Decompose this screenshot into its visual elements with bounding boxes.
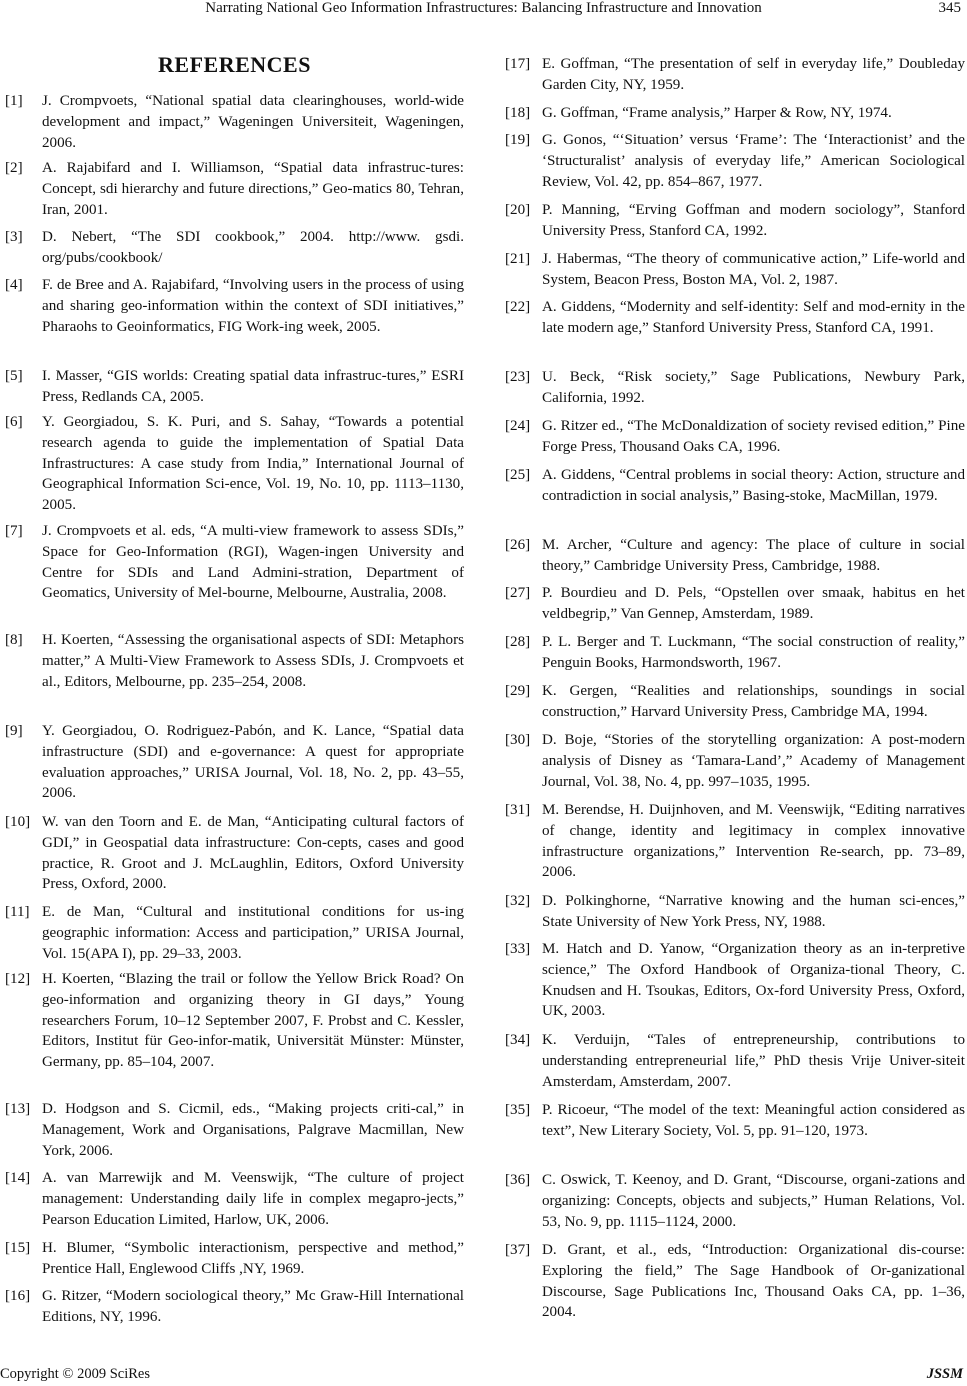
reference-text: K. Verduijn, “Tales of entrepreneurship, contributions to understanding entrepreneurial life,” PhD thesis Vrije Univer-siteit Amsterdam, Amsterdam, 2007. <box>542 1032 965 1090</box>
reference-number: [5] <box>5 368 23 384</box>
reference-text: P. Bourdieu and D. Pels, “Opstellen over smaak, habitus en het veldbegrip,” Van Gennep, Amsterdam, 1989. <box>542 585 965 622</box>
reference-number: [2] <box>5 160 23 176</box>
reference-number: [8] <box>5 632 23 648</box>
copyright-notice: Copyright © 2009 SciRes <box>0 1366 150 1382</box>
reference-number: [24] <box>505 418 531 434</box>
reference-text: C. Oswick, T. Keenoy, and D. Grant, “Discourse, organi-zations and organizing: Concepts, objects and subjects,” Human Relations, Vol. 53, No. 9, pp. 1115–1124, 2000. <box>542 1172 965 1230</box>
reference-number: [32] <box>505 893 531 909</box>
reference-number: [35] <box>505 1102 531 1118</box>
reference-item <box>505 367 965 409</box>
reference-text: G. Ritzer ed., “The McDonaldization of society revised edition,” Pine Forge Press, Thousand Oaks CA, 1996. <box>542 418 965 455</box>
section-title: REFERENCES <box>158 52 311 77</box>
reference-item <box>5 902 464 964</box>
reference-text: M. Hatch and D. Yanow, “Organization theory as an in-terpretive science,” The Oxford Handbook of Organiza-tional Theory, C. Knudsen and H. Tsoukas, Editors, Ox-ford University Press, Oxford, UK, 2003. <box>542 941 965 1020</box>
reference-text: M. Archer, “Culture and agency: The place of culture in social theory,” Cambridge University Press, Cambridge, 1988. <box>542 537 965 574</box>
reference-number: [23] <box>505 369 531 385</box>
reference-item <box>5 721 464 804</box>
journal-abbreviation: JSSM <box>926 1366 963 1382</box>
reference-number: [9] <box>5 723 23 739</box>
reference-number: [3] <box>5 229 23 245</box>
reference-item <box>505 1170 965 1232</box>
reference-item <box>5 366 464 408</box>
reference-text: D. Nebert, “The SDI cookbook,” 2004. http://www. gsdi. org/pubs/cookbook/ <box>42 229 464 266</box>
reference-text: H. Koerten, “Assessing the organisational aspects of SDI: Metaphors matter,” A Multi-View Framework to Assess SDIs, J. Crompvoets et al., Editors, Melbourne, pp. 235–254, 2008. <box>42 632 464 690</box>
reference-item <box>5 1286 464 1328</box>
reference-text: E. de Man, “Cultural and institutional conditions for us-ing geographic information: Access and participation,” URISA Journal, Vol. 15(APA I), pp. 29–33, 2003. <box>42 904 464 962</box>
reference-number: [27] <box>505 585 531 601</box>
reference-item <box>5 91 464 153</box>
reference-number: [16] <box>5 1288 31 1304</box>
page-number: 345 <box>938 0 961 16</box>
reference-item <box>505 939 965 1022</box>
reference-number: [10] <box>5 814 31 830</box>
reference-item <box>505 1100 965 1142</box>
reference-text: D. Polkinghorne, “Narrative knowing and the human sci-ences,” State University of New York Press, NY, 1988. <box>542 893 965 930</box>
reference-item <box>5 1168 464 1230</box>
reference-item <box>505 103 965 124</box>
reference-text: P. Ricoeur, “The model of the text: Meaningful action considered as text”, New Literary Society, Vol. 5, pp. 91–120, 1973. <box>542 1102 965 1139</box>
reference-text: E. Goffman, “The presentation of self in everyday life,” Doubleday Garden City, NY, 1959. <box>542 56 965 93</box>
reference-item <box>5 158 464 220</box>
reference-number: [33] <box>505 941 531 957</box>
reference-text: Y. Georgiadou, S. K. Puri, and S. Sahay, “Towards a potential research agenda to guide the implementation of Spatial Data Infrastructures: A case study from India,” International Journal of Geographical Information Sci-ence, Vol. 19, No. 10, pp. 1113–1130, 2005. <box>42 414 464 514</box>
reference-number: [36] <box>505 1172 531 1188</box>
reference-number: [1] <box>5 93 23 109</box>
reference-text: A. Giddens, “Modernity and self-identity: Self and mod-ernity in the late modern age,” Stanford University Press, Stanford CA, 1991. <box>542 299 965 336</box>
reference-text: G. Gonos, “‘Situation’ versus ‘Frame’: The ‘Interactionist’ and the ‘Structuralist’ analysis of everyday life,” American Sociological Review, Vol. 42, pp. 854–867, 1977. <box>542 132 965 190</box>
reference-item <box>505 730 965 792</box>
reference-item <box>505 681 965 723</box>
running-header <box>0 0 967 24</box>
reference-item <box>5 1099 464 1161</box>
reference-item <box>5 227 464 269</box>
reference-item <box>505 1240 965 1323</box>
reference-number: [20] <box>505 202 531 218</box>
reference-text: U. Beck, “Risk society,” Sage Publications, Newbury Park, California, 1992. <box>542 369 965 406</box>
reference-number: [30] <box>505 732 531 748</box>
reference-text: J. Habermas, “The theory of communicative action,” Life-world and System, Beacon Press, Boston MA, Vol. 2, 1987. <box>542 251 965 288</box>
reference-text: G. Ritzer, “Modern sociological theory,” Mc Graw-Hill International Editions, NY, 1996. <box>42 1288 464 1325</box>
reference-number: [14] <box>5 1170 31 1186</box>
reference-item <box>505 1030 965 1092</box>
reference-item <box>505 416 965 458</box>
reference-number: [4] <box>5 277 23 293</box>
reference-number: [12] <box>5 971 31 987</box>
reference-item <box>505 200 965 242</box>
reference-text: J. Crompvoets, “National spatial data clearinghouses, world-wide development and impact,” Wageningen Universiteit, Wageningen, 2006. <box>42 93 464 151</box>
reference-item <box>505 891 965 933</box>
reference-item <box>5 812 464 895</box>
reference-text: I. Masser, “GIS worlds: Creating spatial data infrastruc-tures,” ESRI Press, Redlands CA, 2005. <box>42 368 464 405</box>
reference-item <box>5 521 464 604</box>
reference-number: [31] <box>505 802 531 818</box>
reference-number: [15] <box>5 1240 31 1256</box>
reference-text: M. Berendse, H. Duijnhoven, and M. Veenswijk, “Editing narratives of change, identity and legitimacy in complex innovative infrastructure organizations,” Intervention Re-search, pp. 73–89, 2006. <box>542 802 965 881</box>
reference-item <box>505 535 965 577</box>
reference-text: K. Gergen, “Realities and relationships, soundings in social construction,” Harvard University Press, Cambridge MA, 1994. <box>542 683 965 720</box>
reference-text: W. van den Toorn and E. de Man, “Anticipating cultural factors of GDI,” in Geospatial data infrastructure: Con-cepts, cases and good practice, R. Groot and J. McLaughlin, Editors, Oxford University Press, Oxford, 2000. <box>42 814 464 893</box>
reference-text: F. de Bree and A. Rajabifard, “Involving users in the process of using and sharing geo-information within the context of SDI initiatives,” Pharaohs to Geoinformatics, FIG Work-ing week, 2005. <box>42 277 464 335</box>
running-title: Narrating National Geo Information Infrastructures: Balancing Infrastructure and Innovation <box>205 0 762 16</box>
reference-text: H. Koerten, “Blazing the trail or follow the Yellow Brick Road? On geo-information and organizing theory in GI days,” Young researchers Forum, 10–12 September 2007, F. Probst and C. Kessler, Editors, Institut für Geo-infor-matik, Universität Münster: Münster, Germany, pp. 85–104, 2007. <box>42 971 464 1071</box>
reference-number: [22] <box>505 299 531 315</box>
reference-text: D. Hodgson and S. Cicmil, eds., “Making projects criti-cal,” in Management, Work and Organisations, Palgrave Macmillan, New York, 2006. <box>42 1101 464 1159</box>
reference-number: [28] <box>505 634 531 650</box>
reference-item <box>5 412 464 516</box>
reference-number: [7] <box>5 523 23 539</box>
reference-item <box>5 275 464 337</box>
reference-number: [11] <box>5 904 30 920</box>
reference-number: [18] <box>505 105 531 121</box>
reference-item <box>5 1238 464 1280</box>
reference-text: A. van Marrewijk and M. Veenswijk, “The culture of project management: Understanding daily life in complex megapro-jects,” Pearson Education Limited, Harlow, UK, 2006. <box>42 1170 464 1228</box>
reference-item <box>505 800 965 883</box>
reference-item <box>505 465 965 507</box>
reference-text: P. Manning, “Erving Goffman and modern sociology”, Stanford University Press, Stanford CA, 1992. <box>542 202 965 239</box>
reference-number: [21] <box>505 251 531 267</box>
reference-text: A. Giddens, “Central problems in social theory: Action, structure and contradiction in social analysis,” Basing-stoke, MacMillan, 1979. <box>542 467 965 504</box>
reference-text: D. Grant, et al., eds, “Introduction: Organizational dis-course: Exploring the field,” The Sage Handbook of Or-ganizational Discourse, Sage Publications Inc, Thousand Oaks CA, pp. 1–36, 2004. <box>542 1242 965 1321</box>
reference-item <box>505 54 965 96</box>
reference-item <box>5 630 464 692</box>
reference-text: H. Blumer, “Symbolic interactionism, perspective and method,” Prentice Hall, Englewood Cliffs ,NY, 1969. <box>42 1240 464 1277</box>
reference-number: [17] <box>505 56 531 72</box>
reference-item <box>505 130 965 192</box>
reference-item <box>505 583 965 625</box>
reference-text: A. Rajabifard and I. Williamson, “Spatial data infrastruc-tures: Concept, sdi hierarchy and future directions,” Geo-matics 80, Tehran, Iran, 2001. <box>42 160 464 218</box>
reference-number: [26] <box>505 537 531 553</box>
page-footer <box>0 1366 967 1386</box>
reference-item <box>505 249 965 291</box>
reference-number: [6] <box>5 414 23 430</box>
reference-text: P. L. Berger and T. Luckmann, “The social construction of reality,” Penguin Books, Harmondsworth, 1967. <box>542 634 965 671</box>
reference-item <box>5 969 464 1073</box>
reference-number: [34] <box>505 1032 531 1048</box>
reference-text: G. Goffman, “Frame analysis,” Harper & Row, NY, 1974. <box>542 105 892 121</box>
reference-number: [13] <box>5 1101 31 1117</box>
reference-item <box>505 632 965 674</box>
reference-number: [29] <box>505 683 531 699</box>
reference-item <box>505 297 965 339</box>
reference-text: D. Boje, “Stories of the storytelling organization: A post-modern analysis of Disney as ‘Tamara-Land’,” Academy of Management Journal, Vol. 38, No. 4, pp. 997–1035, 1995. <box>542 732 965 790</box>
reference-number: [25] <box>505 467 531 483</box>
reference-text: J. Crompvoets et al. eds, “A multi-view framework to assess SDIs,” Space for Geo-Information (RGI), Wagen-ingen University and Centre for SDIs and Land Admini-stration, Department of Geomatics, University of Mel-bourne, Melbourne, Australia, 2008. <box>42 523 464 602</box>
reference-number: [37] <box>505 1242 531 1258</box>
reference-number: [19] <box>505 132 531 148</box>
reference-text: Y. Georgiadou, O. Rodriguez-Pabón, and K. Lance, “Spatial data infrastructure (SDI) and e-governance: A quest for appropriate evaluation approaches,” URISA Journal, Vol. 18, No. 2, pp. 43–55, 2006. <box>42 723 464 802</box>
